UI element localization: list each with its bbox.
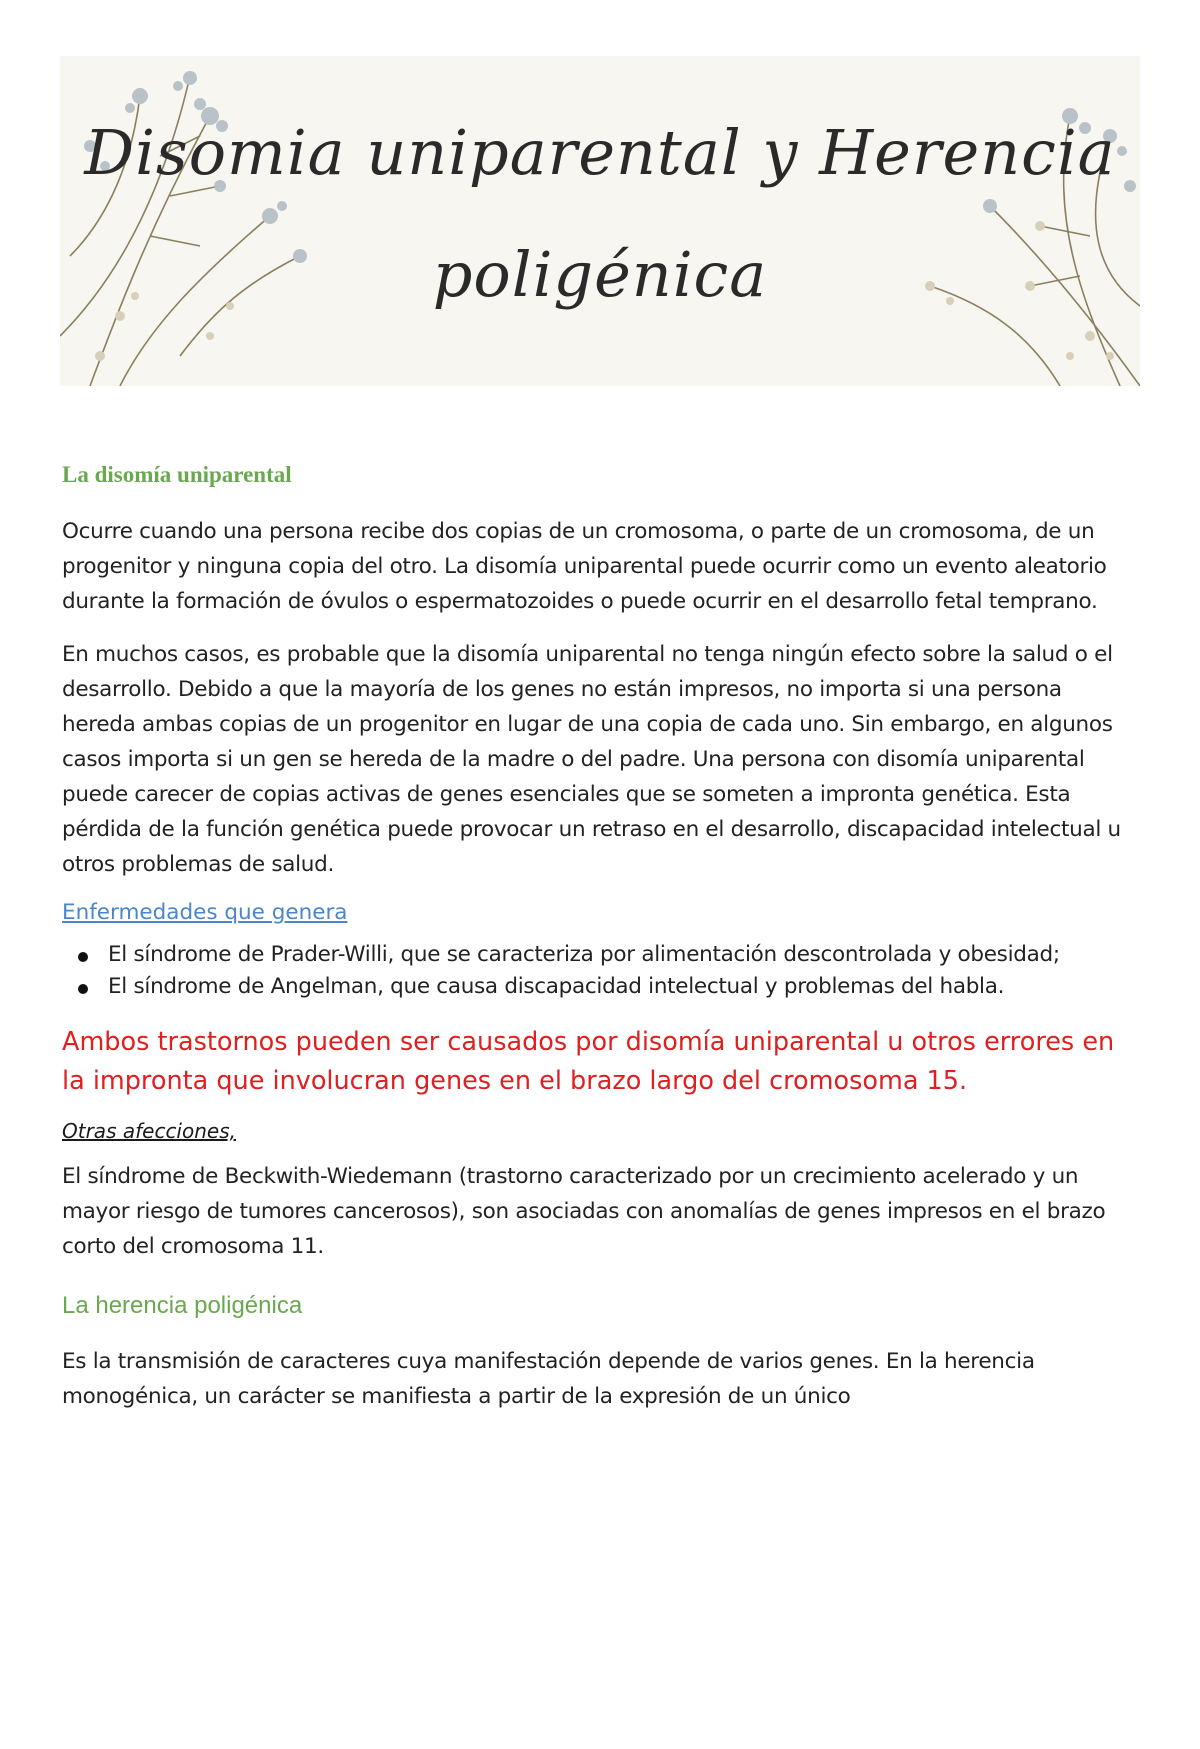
- dried-flowers-left-illustration: [60, 56, 360, 386]
- bullet-list: [62, 939, 1122, 1003]
- other-conditions-label: Otras afecciones,: [62, 1119, 236, 1143]
- paragraph: Ocurre cuando una persona recibe dos copias de un cromosoma, o parte de un cromosoma, de un progenitor y ninguna copia del otro. La disomía uniparental puede ocurrir como un evento aleatorio durante la formación de óvulos o espermatozoides o puede ocurrir en el desarrollo fetal temprano.: [62, 519, 1107, 614]
- list-item: [108, 939, 1122, 971]
- bullet-icon: [78, 952, 88, 962]
- list-item: [108, 971, 1122, 1003]
- bullet-icon: [78, 984, 88, 994]
- document-body: [62, 462, 1122, 1432]
- list-item-text: El síndrome de Prader-Willi, que se caracteriza por alimentación descontrolada y obesidad;: [108, 942, 1060, 967]
- dried-flowers-right-illustration: [840, 56, 1140, 386]
- page-title-line1: Disomia uniparental y Herencia: [84, 116, 1116, 189]
- page-title-line2: poligénica: [432, 238, 768, 311]
- paragraph: En muchos casos, es probable que la disomía uniparental no tenga ningún efecto sobre la salud o el desarrollo. Debido a que la mayoría de los genes no están impresos, no importa si una persona hereda ambas copias de un progenitor en lugar de una copia de cada uno. Sin embargo, en algunos casos importa si un gen se hereda de la madre o del padre. Una persona con disomía uniparental puede carecer de copias activas de genes esenciales que se someten a impronta genética. Esta pérdida de la función genética puede provocar un retraso en el desarrollo, discapacidad intelectual u otros problemas de salud.: [62, 642, 1121, 877]
- paragraph: Es la transmisión de caracteres cuya manifestación depende de varios genes. En la herencia monogénica, un carácter se manifiesta a partir de la expresión de un único: [62, 1349, 1035, 1409]
- section-heading-herencia: La herencia poligénica: [62, 1292, 303, 1319]
- subheading-enfermedades-link[interactable]: Enfermedades que genera: [62, 900, 348, 925]
- section-heading-disomia: La disomía uniparental: [62, 462, 292, 487]
- list-item-text: El síndrome de Angelman, que causa discapacidad intelectual y problemas del habla.: [108, 974, 1005, 999]
- header-banner: [60, 56, 1140, 386]
- paragraph: El síndrome de Beckwith-Wiedemann (trastorno caracterizado por un crecimiento acelerado y un mayor riesgo de tumores cancerosos), son asociadas con anomalías de genes impresos en el brazo corto del cromosoma 11.: [62, 1164, 1106, 1259]
- highlight-note: Ambos trastornos pueden ser causados por disomía uniparental u otros errores en la impronta que involucran genes en el brazo largo del cromosoma 15.: [62, 1027, 1115, 1096]
